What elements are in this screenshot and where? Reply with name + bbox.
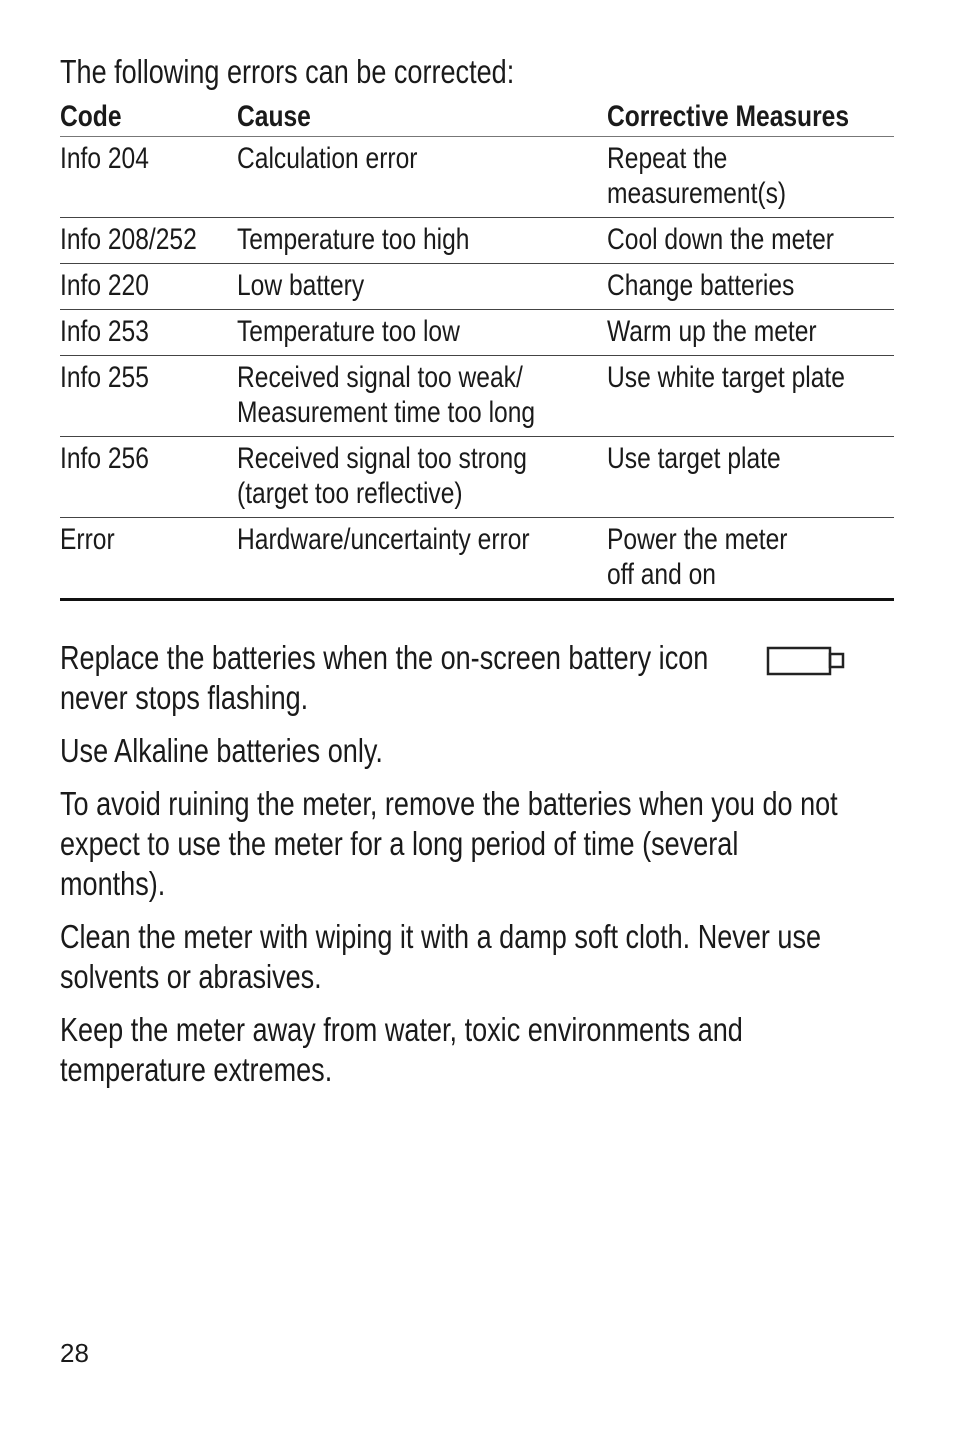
table-header-row (60, 96, 894, 137)
cell-cause: Received signal too strong (target too reflective) (237, 442, 527, 510)
table-row (60, 218, 894, 264)
cell-cause: Low battery (237, 269, 365, 302)
page-number: 28 (60, 1338, 89, 1368)
cell-code: Info 204 (60, 142, 149, 175)
cell-cause: Received signal too weak/ Measurement time too long (237, 361, 536, 429)
error-table (60, 96, 894, 601)
cell-code: Info 253 (60, 315, 149, 348)
instructions (60, 638, 894, 1103)
cell-cause: Calculation error (237, 142, 418, 175)
cell-cause: Temperature too low (237, 315, 460, 348)
paragraph: Use Alkaline batteries only. (60, 732, 383, 769)
header-code: Code (60, 100, 122, 133)
cell-cause: Temperature too high (237, 223, 470, 256)
cell-measure: Cool down the meter (607, 223, 834, 256)
cell-code: Info 255 (60, 361, 149, 394)
cell-cause: Hardware/uncertainty error (237, 523, 530, 556)
table-row (60, 264, 894, 310)
cell-measure: Warm up the meter (607, 315, 817, 348)
cell-measure: Change batteries (607, 269, 795, 302)
paragraph: Clean the meter with wiping it with a damp soft cloth. Never use solvents or abrasives. (60, 918, 822, 995)
cell-code: Info 256 (60, 442, 149, 475)
table-row (60, 356, 894, 437)
cell-measure: Power the meter off and on (607, 523, 788, 591)
table-row (60, 310, 894, 356)
cell-code: Info 220 (60, 269, 149, 302)
battery-icon (766, 646, 850, 676)
cell-measure: Use target plate (607, 442, 781, 475)
paragraph: Replace the batteries when the on-screen battery icon never stops flashing. (60, 639, 709, 716)
table-row (60, 518, 894, 601)
header-cause: Cause (237, 100, 311, 133)
paragraph: To avoid ruining the meter, remove the batteries when you do not expect to use the meter for a long period of time (several months). (60, 785, 838, 902)
table-row (60, 137, 894, 218)
paragraph: Keep the meter away from water, toxic environments and temperature extremes. (60, 1011, 743, 1088)
header-corrective-measures: Corrective Measures (607, 100, 850, 133)
cell-code: Error (60, 523, 115, 556)
cell-measure: Use white target plate (607, 361, 845, 394)
cell-measure: Repeat the measurement(s) (607, 142, 787, 210)
intro-text: The following errors can be corrected: (60, 53, 515, 90)
cell-code: Info 208/252 (60, 223, 197, 256)
table-row (60, 437, 894, 518)
